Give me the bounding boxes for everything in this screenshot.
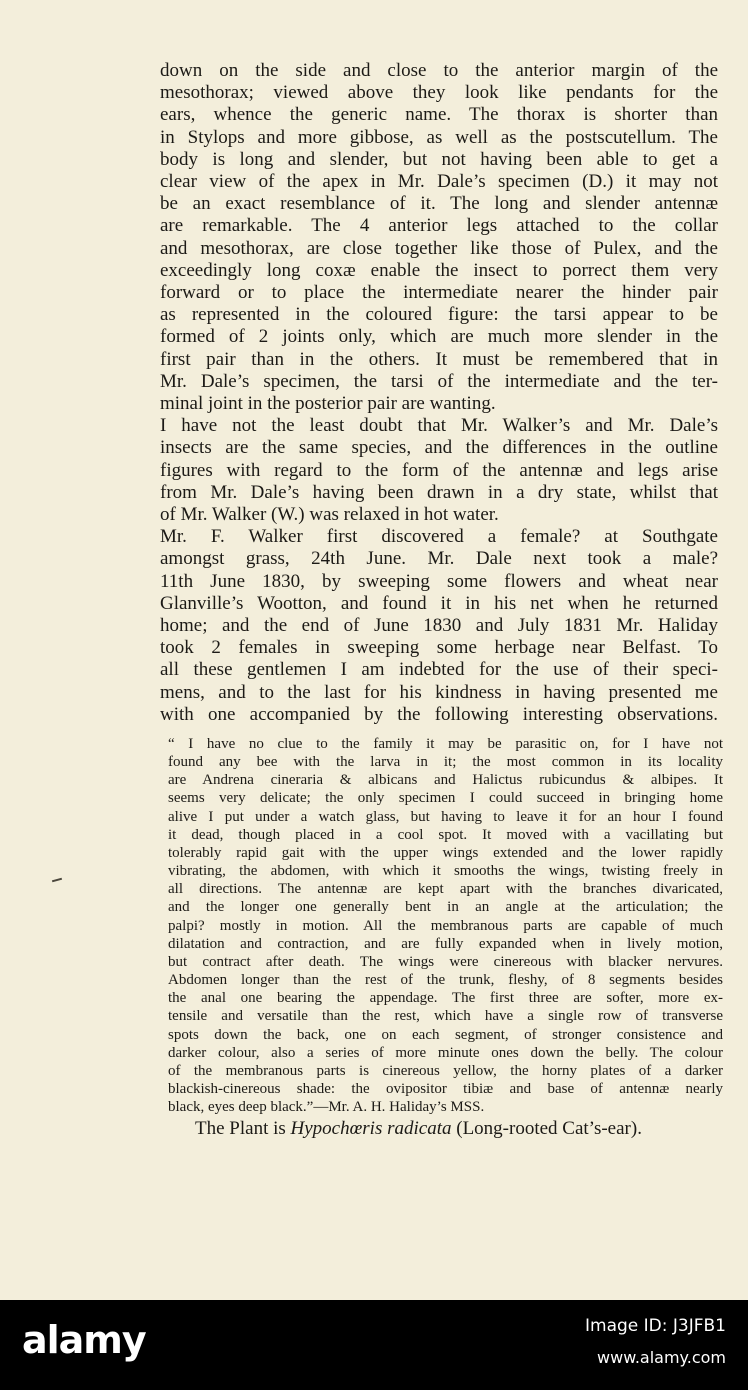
text-line: first pair than in the others. It must be remembered that in: [160, 348, 718, 370]
text-line: all these gentlemen I am indebted for the use of their speci-: [160, 659, 718, 681]
plant-caption: [195, 1117, 723, 1141]
text-line: minal joint in the posterior pair are wanting.: [160, 393, 496, 415]
quote-line: the anal one bearing the appendage. The first three are softer, more ex-: [168, 990, 723, 1007]
text-line: forward or to place the intermediate nearer the hinder pair: [160, 282, 718, 304]
text-line: as represented in the coloured figure: the tarsi appear to be: [160, 304, 718, 326]
quote-line: vibrating, the abdomen, with which it smooths the wings, twisting freely in: [168, 863, 723, 880]
text-line: down on the side and close to the anterior margin of the: [160, 60, 718, 81]
quote-line: and the longer one generally bent in an angle at the articulation; the: [168, 899, 723, 916]
text-line: body is long and slender, but not having been able to get a: [160, 148, 718, 170]
haliday-quote-block: [168, 735, 723, 1116]
quote-line: blackish-cinereous shade: the ovipositor tibiæ and base of antennæ nearly: [168, 1080, 723, 1097]
text-line: I have not the least doubt that Mr. Walker’s and Mr. Dale’s: [160, 415, 718, 437]
text-line: be an exact resemblance of it. The long and slender antennæ: [160, 193, 718, 215]
alamy-logo: alamy: [22, 1318, 146, 1362]
text-line: amongst grass, 24th June. Mr. Dale next took a male?: [160, 548, 718, 570]
quote-line: found any bee with the larva in it; the most common in its locality: [168, 754, 723, 771]
text-line: mesothorax; viewed above they look like pendants for the: [160, 82, 718, 104]
text-line: and mesothorax, are close together like those of Pulex, and the: [160, 237, 718, 259]
quote-line: dilatation and contraction, and are fully expanded when in lively motion,: [168, 935, 723, 952]
text-line: exceedingly long coxæ enable the insect to porrect them very: [160, 259, 718, 281]
text-line: clear view of the apex in Mr. Dale’s specimen (D.) it may not: [160, 171, 718, 193]
quote-line: black, eyes deep black.”—Mr. A. H. Haliday’s MSS.: [168, 1099, 485, 1116]
text-line: ears, whence the generic name. The thorax is shorter than: [160, 104, 718, 126]
quote-line: Abdomen longer than the rest of the trunk, fleshy, of 8 segments besides: [168, 972, 723, 989]
quote-line: darker colour, also a series of more minute ones down the belly. The colour: [168, 1044, 723, 1061]
quote-line: tensile and versatile than the rest, which have a single row of transverse: [168, 1008, 723, 1025]
text-line: insects are the same species, and the differences in the outline: [160, 437, 718, 459]
plant-latin-name: Hypochœris radicata: [290, 1118, 452, 1139]
text-line: 11th June 1830, by sweeping some flowers and wheat near: [160, 570, 718, 592]
text-line: mens, and to the last for his kindness in having presented me: [160, 681, 718, 703]
text-line: home; and the end of June 1830 and July 1831 Mr. Haliday: [160, 615, 718, 637]
plant-caption-suffix: (Long-rooted Cat’s-ear).: [451, 1118, 642, 1139]
quote-line: spots down the back, one on each segment, of stronger consistence and: [168, 1026, 723, 1043]
text-line: are remarkable. The 4 anterior legs attached to the collar: [160, 215, 718, 237]
text-line: Glanville’s Wootton, and found it in his net when he returned: [160, 592, 718, 614]
quote-line: alive I put under a watch glass, but having to leave it for an hour I found: [168, 808, 723, 825]
text-line: from Mr. Dale’s having been drawn in a dry state, whilst that: [160, 481, 718, 503]
quote-line: it dead, though placed in a cool spot. It moved with a vacillating but: [168, 826, 723, 843]
quote-line: are Andrena cineraria & albicans and Halictus rubicundus & albipes. It: [168, 772, 723, 789]
text-line: with one accompanied by the following interesting observations.: [160, 703, 718, 725]
text-line: Mr. F. Walker first discovered a female? at Southgate: [160, 526, 718, 548]
quote-line: “ I have no clue to the family it may be parasitic on, for I have not: [168, 736, 723, 752]
quote-line: tolerably rapid gait with the upper wings extended and the lower rapidly: [168, 844, 723, 861]
quote-line: palpi? mostly in motion. All the membranous parts are capable of much: [168, 917, 723, 934]
site-url: www.alamy.com: [597, 1348, 726, 1367]
image-id-label: Image ID: J3JFB1: [585, 1316, 726, 1336]
text-line: Mr. Dale’s specimen, the tarsi of the intermediate and the ter-: [160, 370, 718, 392]
quote-line: of the membranous parts is cinereous yellow, the horny plates of a darker: [168, 1062, 723, 1079]
quote-line: all directions. The antennæ are kept apart with the branches divaricated,: [168, 881, 723, 898]
quote-line: but contract after death. The wings were cinereous with blacker nervures.: [168, 953, 723, 970]
main-text-block: [160, 60, 718, 726]
text-line: in Stylops and more gibbose, as well as the postscutellum. The: [160, 126, 718, 148]
margin-mark: [52, 878, 62, 883]
text-line: formed of 2 joints only, which are much more slender in the: [160, 326, 718, 348]
quote-line: seems very delicate; the only specimen I could succeed in bringing home: [168, 790, 723, 807]
plant-caption-prefix: The Plant is: [195, 1118, 291, 1139]
text-line: figures with regard to the form of the antennæ and legs arise: [160, 459, 718, 481]
text-line: of Mr. Walker (W.) was relaxed in hot water.: [160, 504, 499, 526]
text-line: took 2 females in sweeping some herbage near Belfast. To: [160, 637, 718, 659]
